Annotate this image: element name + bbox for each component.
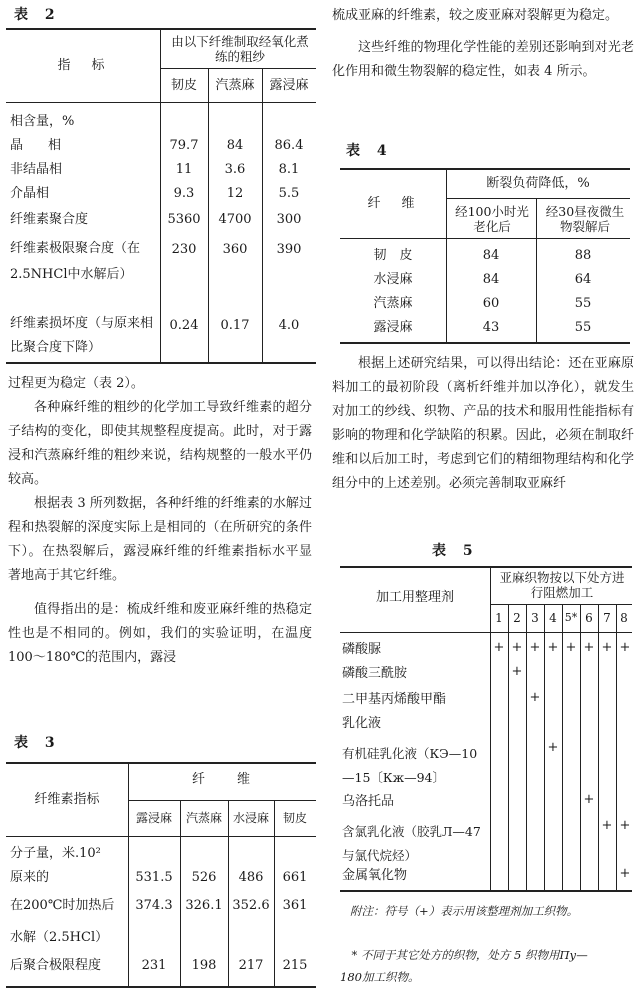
table4-title: 表 4 — [346, 143, 393, 159]
right-top-text — [332, 4, 634, 84]
table2-group-header: 由以下纤维制取经氧化煮练的粗纱 — [171, 34, 309, 64]
table3-cell: 486 — [238, 870, 264, 885]
table5-plus-mark: + — [529, 640, 541, 655]
table5-plus-mark: + — [583, 792, 595, 807]
table5-plus-mark: + — [619, 866, 631, 881]
table2-row-label: 晶 相 — [10, 138, 68, 153]
table3-col-header: 露浸麻 — [135, 811, 172, 825]
table5-bottom-rule — [340, 890, 632, 892]
table3-subheader-rule — [128, 800, 316, 801]
table2-subheader-rule — [160, 68, 316, 69]
table2-bottom-rule — [6, 362, 316, 364]
table2-cell: 79.7 — [169, 138, 199, 153]
table4-cell: 55 — [574, 296, 592, 311]
table5-header-rule — [340, 632, 632, 633]
table3-cell: 361 — [282, 898, 308, 913]
table4-row-label: 露浸麻 — [373, 320, 413, 335]
table2-row-label: 纤维素极限聚合度（在2.5NHCl中水解后） — [10, 241, 141, 282]
table5-vline — [526, 604, 527, 890]
table2-col0-header: 指 标 — [57, 58, 109, 73]
table3-cell: 526 — [191, 870, 217, 885]
table2-row-label: 纤维素损坏度（与原来相比聚合度下降） — [10, 316, 154, 355]
table5-top-rule — [340, 566, 632, 568]
table4-col-header: 经30昼夜微生物裂解后 — [545, 204, 625, 234]
table5-vline — [562, 604, 563, 890]
table5-row-label: 乳化液 — [342, 716, 382, 731]
table2-cell: 12 — [226, 186, 244, 201]
table4-col0-header: 纤 维 — [367, 196, 419, 211]
table2-cell: 4.0 — [278, 318, 300, 333]
table2-col-header: 露浸麻 — [269, 78, 309, 93]
table5-col-header: 5* — [564, 611, 578, 624]
table3-cell: 217 — [238, 958, 264, 973]
table2-cell: 8.1 — [278, 162, 300, 177]
table3-row-label: 在200℃时加热后 — [10, 898, 115, 913]
paragraph: 根据上述研究结果，可以得出结论：还在亚麻原料加工的最初阶段（离析纤维并加以净化），就发生对加工的纱线、织物、产品的技术和服用性能指标有影响的物理和化学缺陷的积累。因此，必须在制取纤维和以后加工时，考虑到它们的精细物理结构和化学组分中的上述差别。必须完善制取亚麻纤 — [332, 356, 634, 491]
table3-title: 表 3 — [14, 735, 61, 751]
table2-cell: 360 — [222, 242, 248, 257]
table2-cell: 0.24 — [169, 318, 199, 333]
table5-plus-mark: + — [547, 740, 559, 755]
table2-cell: 230 — [171, 242, 197, 257]
table5-plus-mark: + — [601, 818, 613, 833]
table5-title: 表 5 — [432, 543, 479, 559]
paragraph: 这些纤维的物理化学性能的差别还影响到对光老化作用和微生物裂解的稳定性，如表 4 所示。 — [332, 40, 634, 79]
table2-row-label: 非结晶相 — [10, 162, 63, 177]
paragraph: 根据表 3 所列数据，各种纤维的纤维素的水解过程和热裂解的深度实际上是相同的（在所研究的条件下）。在热裂解后，露浸麻纤维的纤维素指标水平显著地高于其它纤维。 — [8, 496, 312, 583]
table3-group-header: 纤 维 — [191, 772, 252, 787]
table4-row-label: 汽蒸麻 — [373, 296, 413, 311]
table3-row-label: 分子量，米.10² — [10, 846, 101, 861]
table2-cell: 5360 — [167, 212, 201, 227]
table3-row-label: 水解（2.5HCl） — [10, 930, 109, 945]
table5-col-header: 1 — [495, 611, 503, 625]
table4-row-label: 水浸麻 — [373, 272, 413, 287]
table3-cell: 215 — [282, 958, 308, 973]
table5-group-header: 亚麻织物按以下处方进行阻燃加工 — [499, 570, 625, 600]
table2-cell: 5.5 — [278, 186, 300, 201]
left-body-text — [8, 372, 312, 670]
table5-plus-mark: + — [565, 640, 577, 655]
table5-plus-mark: + — [493, 640, 505, 655]
table3-cell: 352.6 — [232, 898, 270, 913]
table2-row-label: 纤维素聚合度 — [10, 212, 89, 227]
table2-cell: 3.6 — [224, 162, 246, 177]
table5-vline — [508, 604, 509, 890]
table5-vline — [616, 604, 617, 890]
table2-cell: 86.4 — [274, 138, 304, 153]
table5-row-label: 有机硅乳化液（КЭ—10—15〔Кж—94〕 — [342, 746, 478, 785]
table5-subheader-rule — [490, 604, 632, 605]
table2-col-header: 韧皮 — [170, 78, 197, 93]
table5-plus-mark: + — [583, 640, 595, 655]
table5-vline — [598, 604, 599, 890]
table5-plus-mark: + — [619, 640, 631, 655]
table2-title: 表 2 — [14, 7, 61, 23]
table3-header-rule — [6, 836, 316, 837]
table3-col0-header: 纤维素指标 — [34, 792, 100, 807]
table5-plus-mark: + — [529, 690, 541, 705]
table5-plus-mark: + — [511, 664, 523, 679]
table3-col-header: 水浸麻 — [232, 811, 269, 825]
table3-row-label: 后聚合极限程度 — [10, 958, 102, 973]
table5-row-label: 乌洛托品 — [342, 794, 395, 809]
table4-cell: 84 — [482, 248, 500, 263]
table2-cell: 11 — [175, 162, 193, 177]
table2-cell: 9.3 — [173, 186, 195, 201]
table5-col-header: 8 — [620, 611, 628, 625]
table2-cell: 300 — [276, 212, 302, 227]
table4-header-rule — [340, 238, 630, 239]
table5-vline — [544, 604, 545, 890]
paragraph: 过程更为稳定（表 2）。 — [8, 376, 144, 391]
table3-row-label: 原来的 — [10, 870, 50, 885]
table5-col-header: 7 — [603, 611, 611, 625]
table2-cell: 0.17 — [220, 318, 250, 333]
table5-plus-mark: + — [601, 640, 613, 655]
table2-header-rule — [6, 102, 316, 103]
table5-plus-mark: + — [547, 640, 559, 655]
table4-cell: 55 — [574, 320, 592, 335]
table3-cell: 198 — [191, 958, 217, 973]
table5-col-header: 2 — [513, 611, 521, 625]
paragraph: 各种麻纤维的粗纱的化学加工导致纤维素的超分子结构的变化，即使其规整程度提高。此时，对于露浸和汽蒸麻纤维的粗纱来说，结构规整的一般水平仍较高。 — [8, 400, 312, 487]
table4-subheader-rule — [446, 198, 630, 199]
table4-cell: 60 — [482, 296, 500, 311]
table5-vline — [580, 604, 581, 890]
table4-cell: 84 — [482, 272, 500, 287]
table4-bottom-rule — [340, 342, 630, 344]
table5-footnote: * 不同于其它处方的织物，处方 5 织物用Пу—180加工织物。 — [340, 948, 588, 984]
table2-row-label: 相含量，% — [10, 114, 75, 129]
table4-group-header: 断裂负荷降低，% — [486, 176, 590, 191]
table4-cell: 88 — [574, 248, 592, 263]
table3-bottom-rule — [6, 986, 316, 988]
table3-cell: 231 — [141, 958, 167, 973]
table3-cell: 661 — [282, 870, 308, 885]
table4-cell: 64 — [574, 272, 592, 287]
table5-col-header: 3 — [531, 611, 539, 625]
table4-cell: 43 — [482, 320, 500, 335]
table5-plus-mark: + — [619, 818, 631, 833]
table5-col-header: 6 — [585, 611, 593, 625]
table5-row-label: 含氯乳化液（胶乳Л—47与氯代烷烃） — [342, 824, 481, 863]
table2-cell: 84 — [226, 138, 244, 153]
table2-cell: 4700 — [218, 212, 252, 227]
right-mid-text — [332, 352, 634, 496]
table5-row-label: 二甲基丙烯酸甲酯 — [342, 692, 447, 707]
table3-col-header: 韧皮 — [282, 811, 307, 825]
table3-col-header: 汽蒸麻 — [185, 811, 222, 825]
table4-row-label: 韧 皮 — [373, 248, 413, 263]
table3-cell: 326.1 — [185, 898, 223, 913]
table5-row-label: 磷酸脲 — [342, 642, 382, 657]
table5-note: 附注：符号（+）表示用该整理剂加工织物。 — [350, 904, 579, 918]
paragraph: 值得指出的是：梳成纤维和废亚麻纤维的热稳定性也是不相同的。例如，我们的实验证明，在温度100～180℃的范围内，露浸 — [8, 602, 312, 665]
table5-plus-mark: + — [511, 640, 523, 655]
table5-row-label: 磷酸三酰胺 — [342, 666, 408, 681]
table3-cell: 374.3 — [135, 898, 173, 913]
table3-top-rule — [6, 762, 316, 764]
table4-top-rule — [340, 168, 630, 170]
table3-cell: 531.5 — [135, 870, 173, 885]
table5-row-label: 金属氧化物 — [342, 868, 408, 883]
table4-col-header: 经100小时光老化后 — [455, 204, 529, 234]
table5-col0-header: 加工用整理剂 — [375, 590, 454, 605]
paragraph: 梳成亚麻的纤维素，较之废亚麻对裂解更为稳定。 — [332, 8, 619, 23]
table2-row-label: 介晶相 — [10, 186, 50, 201]
table2-cell: 390 — [276, 242, 302, 257]
table2-col-header: 汽蒸麻 — [215, 78, 255, 93]
table2-top-rule — [6, 28, 316, 30]
table5-col-header: 4 — [549, 611, 557, 625]
